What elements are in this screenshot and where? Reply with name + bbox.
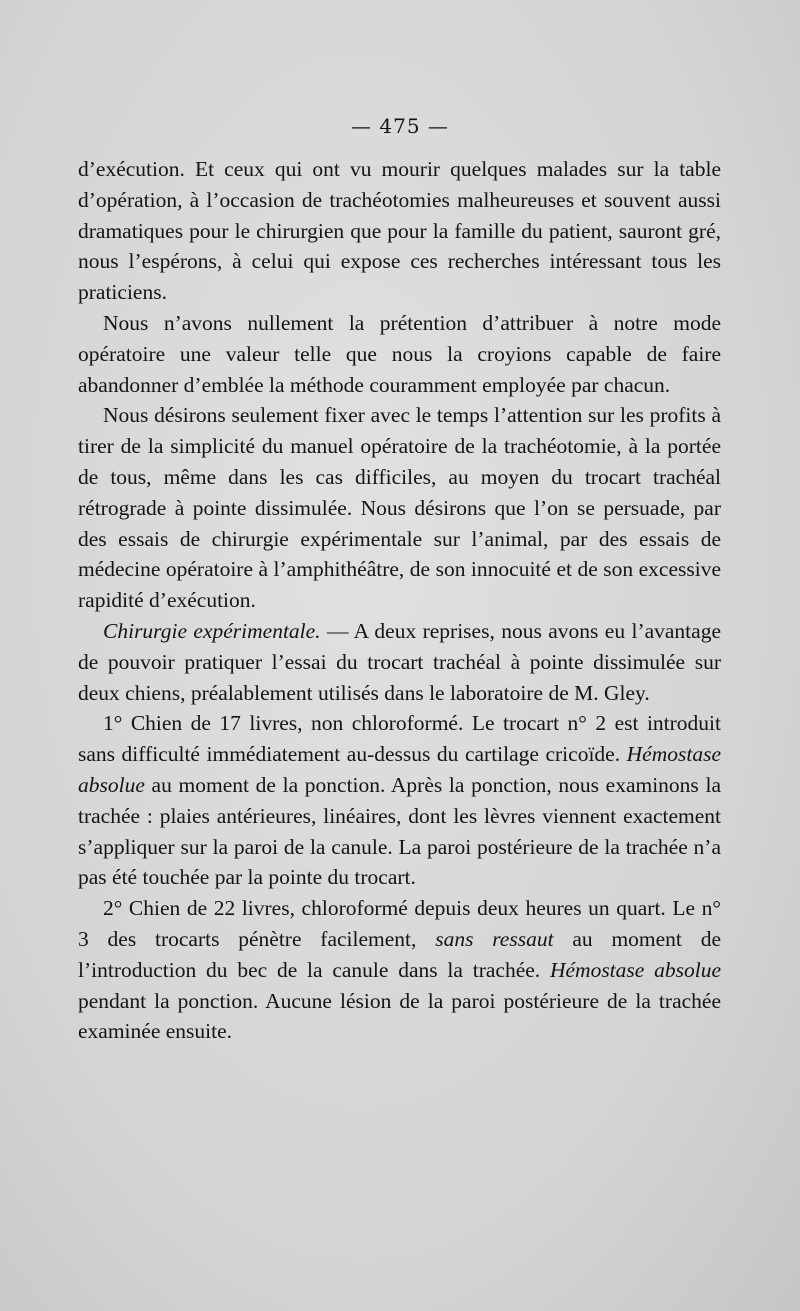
paragraph-5 [78,708,721,893]
section-heading-italic: Chirurgie expérimentale. [103,618,321,643]
text-segment: — A deux reprises, nous avons eu l’avantage de pouvoir pratiquer l’essai du trocart trachéal à pointe dissimulée sur deux chiens, préalablement utilisés dans le laboratoire de M. Gley. [78,618,721,705]
text-segment: au moment de la ponction. Après la ponction, nous examinons la trachée : plaies antérieures, linéaires, dont les lèvres viennent exactement s’appliquer sur la paroi de la canule. La paroi postérieure de la trachée n’a pas été touchée par la pointe du trocart. [78,772,721,890]
text-segment: Nous n’avons nullement la prétention d’attribuer à notre mode opératoire une valeur telle que nous la croyions capable de faire abandonner d’emblée la méthode couramment employée par chacun. [78,310,721,397]
page-number: — 475 — [351,114,449,138]
italic-emphasis: Hémostase absolue [549,957,721,982]
text-segment: Nous désirons seulement fixer avec le temps l’attention sur les profits à tirer de la simplicité du manuel opératoire de la trachéotomie, à la portée de tous, même dans les cas difficiles, au moyen du trocart trachéal rétrograde à pointe dissimulée. Nous désirons que l’on se persuade, par des essais de chirurgie expérimentale sur l’animal, par des essais de médecine opératoire à l’amphithéâtre, de son innocuité et de son excessive rapidité d’exécution. [78,403,721,613]
text-segment: au moment de l’introduction du bec de la canule dans la trachée. [78,926,721,982]
text-segment: 1° Chien de 17 livres, non chloroformé. Le trocart n° 2 est introduit sans difficulté immédiatement au-dessus du cartilage cricoïde. [78,711,721,767]
paragraph-4 [78,616,721,708]
paragraph-2 [78,308,721,400]
paragraph-1 [78,154,721,308]
text-segment: pendant la ponction. Aucune lésion de la paroi postérieure de la trachée examinée ensuite. [78,988,721,1044]
body-text [78,154,721,1047]
text-segment: 2° Chien de 22 livres, chloroformé depuis deux heures un quart. Le n° 3 des trocarts pénètre facilement, [78,896,721,951]
italic-emphasis: sans ressaut [435,926,554,951]
text-segment: d’exécution. Et ceux qui ont vu mourir quelques malades sur la table d’opération, à l’occasion de trachéotomies malheureuses et souvent aussi dramatiques pour le chirurgien que pour la famille du patient, sauront gré, nous l’espérons, à celui qui expose ces recherches intéressant tous les praticiens. [78,157,721,305]
paragraph-3 [78,400,721,616]
italic-emphasis: Hémostase absolue [78,742,721,797]
paragraph-6 [78,893,721,1047]
